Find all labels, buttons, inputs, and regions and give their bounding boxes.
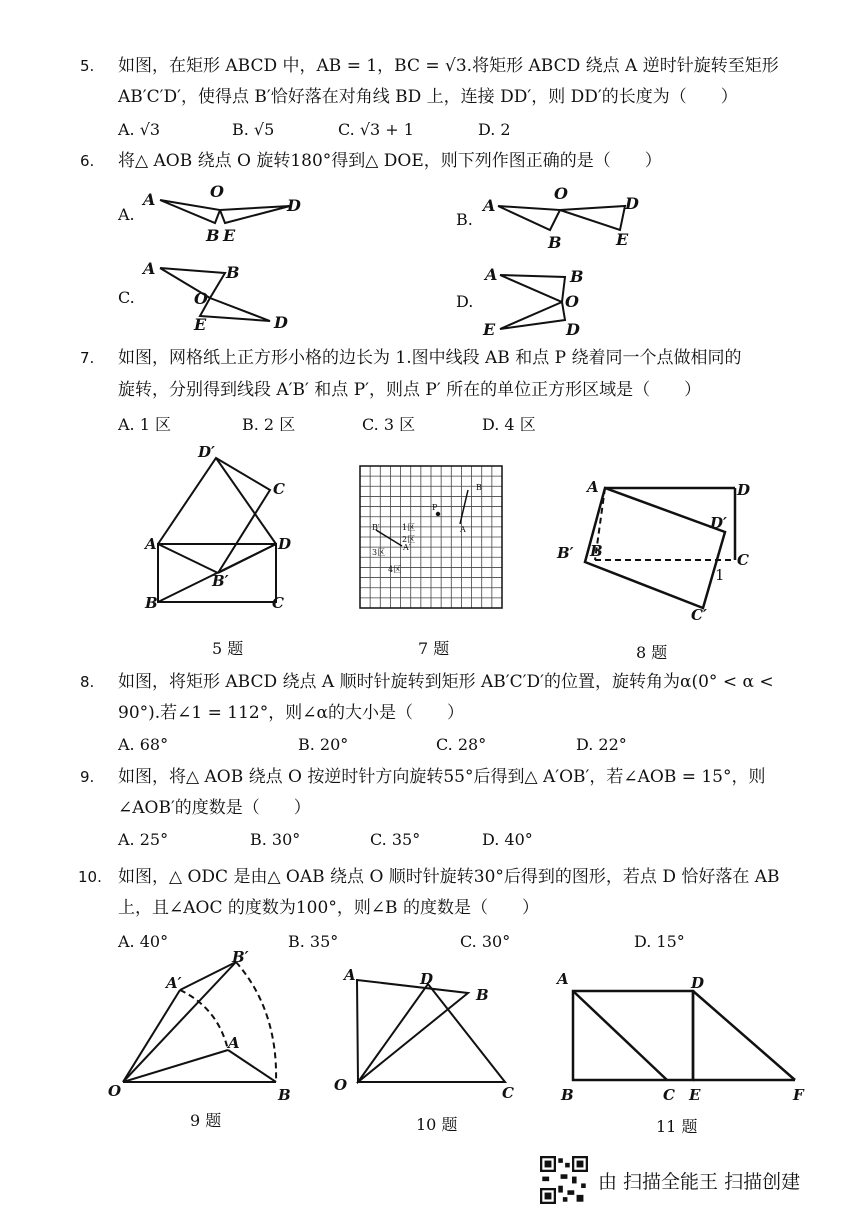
q5-option-c[interactable]: C. √3 + 1	[338, 120, 414, 139]
q5-option-d[interactable]: D. 2	[478, 120, 511, 139]
q6-text-line1: 将△ AOB 绕点 O 旋转180°得到△ DOE，则下列作图正确的是（ ）	[118, 151, 662, 171]
svg-text:E: E	[483, 320, 496, 339]
q9-option-c[interactable]: C. 35°	[370, 830, 421, 849]
svg-text:C: C	[737, 551, 749, 569]
svg-text:A: A	[587, 478, 599, 496]
svg-text:B′: B′	[212, 572, 229, 590]
svg-text:O: O	[554, 184, 568, 203]
svg-text:A: A	[485, 265, 498, 284]
svg-text:B: B	[476, 986, 489, 1004]
q10-option-d[interactable]: D. 15°	[634, 932, 685, 951]
svg-text:C: C	[663, 1086, 675, 1104]
svg-text:F: F	[793, 1086, 804, 1104]
q8-option-d[interactable]: D. 22°	[576, 735, 627, 754]
svg-text:B: B	[278, 1086, 291, 1104]
q10-option-c[interactable]: C. 30°	[460, 932, 511, 951]
figure-q7-grid	[360, 466, 502, 608]
svg-text:D: D	[737, 481, 751, 499]
q7-option-d[interactable]: D. 4 区	[482, 415, 536, 434]
svg-text:B′: B′	[232, 948, 249, 966]
q5-text-line2: AB′C′D′，使得点 B′恰好落在对角线 BD 上，连接 DD′，则 DD′的长度为（ ）	[118, 87, 738, 107]
q9-option-b[interactable]: B. 30°	[250, 830, 301, 849]
q6-figure-c	[140, 258, 300, 338]
scanner-watermark	[540, 1156, 800, 1204]
caption-fig7: 7 题	[418, 639, 450, 658]
svg-text:D: D	[566, 320, 580, 339]
svg-text:B: B	[145, 594, 158, 612]
figure-q10	[330, 962, 520, 1102]
svg-text:D: D	[287, 196, 301, 215]
q10-text-line1: 如图，△ ODC 是由△ OAB 绕点 O 顺时针旋转30°后得到的图形，若点 D 恰好落在 AB	[118, 867, 780, 887]
svg-text:A: A	[143, 259, 156, 278]
svg-text:B: B	[561, 1086, 574, 1104]
caption-fig10: 10 题	[416, 1115, 458, 1134]
figure-q5	[140, 440, 300, 620]
svg-text:C: C	[502, 1084, 514, 1102]
figure-q8	[555, 470, 755, 630]
caption-fig5: 5 题	[212, 639, 244, 658]
scanner-watermark-text: 由 扫描全能王 扫描创建	[598, 1170, 801, 1193]
q7-option-a[interactable]: A. 1 区	[118, 415, 171, 434]
svg-text:B: B	[206, 226, 220, 245]
svg-text:O: O	[108, 1082, 122, 1100]
svg-text:E: E	[194, 315, 207, 334]
svg-text:A′: A′	[403, 543, 411, 552]
svg-text:A: A	[483, 196, 496, 215]
q9-option-d[interactable]: D. 40°	[482, 830, 533, 849]
svg-text:A: A	[460, 525, 466, 534]
svg-text:B′: B′	[372, 523, 380, 532]
figure-q11	[555, 962, 815, 1102]
q10-option-b[interactable]: B. 35°	[288, 932, 339, 951]
svg-text:A: A	[145, 535, 157, 553]
svg-text:E: E	[616, 230, 629, 249]
caption-fig11: 11 题	[656, 1117, 698, 1136]
q6-figure-b	[480, 183, 650, 253]
svg-text:E: E	[223, 226, 236, 245]
svg-text:B: B	[548, 233, 562, 252]
q6-option-d[interactable]: D.	[456, 292, 474, 311]
q7-option-c[interactable]: C. 3 区	[362, 415, 416, 434]
q9-text-line1: 如图，将△ AOB 绕点 O 按逆时针方向旋转55°后得到△ A′OB′，若∠AOB = 15°，则	[118, 767, 766, 787]
fig7-region-3: 3区	[372, 548, 386, 557]
q5-text-line1: 如图，在矩形 ABCD 中，AB = 1，BC = √3.将矩形 ABCD 绕点 A 逆时针旋转至矩形	[118, 56, 779, 76]
fig7-region-4: 4区	[388, 565, 402, 574]
q8-number: 8.	[80, 673, 95, 691]
svg-text:E: E	[689, 1086, 701, 1104]
svg-text:D: D	[625, 194, 639, 213]
q8-text-line2: 90°).若∠1 = 112°，则∠α的大小是（ ）	[118, 703, 464, 723]
svg-text:B: B	[590, 542, 603, 560]
qr-code-icon	[540, 1156, 588, 1204]
svg-text:B′: B′	[557, 544, 574, 562]
svg-text:A: A	[557, 970, 569, 988]
q7-text-line2: 旋转，分别得到线段 A′B′ 和点 P′，则点 P′ 所在的单位正方形区域是（ ）	[118, 380, 702, 400]
svg-text:1: 1	[715, 566, 725, 584]
svg-text:O: O	[210, 182, 224, 201]
svg-text:A: A	[344, 966, 356, 984]
svg-text:B: B	[570, 267, 584, 286]
q10-number: 10.	[78, 868, 102, 886]
q8-text-line1: 如图，将矩形 ABCD 绕点 A 顺时针旋转到矩形 AB′C′D′的位置，旋转角为α(0° < α <	[118, 672, 774, 692]
q6-figure-d	[480, 262, 600, 342]
q6-figure-a	[140, 183, 310, 248]
q7-text-line1: 如图，网格纸上正方形小格的边长为 1.图中线段 AB 和点 P 绕着同一个点做相同的	[118, 348, 742, 368]
svg-text:C: C	[272, 594, 284, 612]
caption-fig8: 8 题	[636, 643, 668, 662]
q9-number: 9.	[80, 768, 95, 786]
svg-text:C: C	[273, 480, 285, 498]
caption-fig9: 9 题	[190, 1111, 222, 1130]
q5-option-a[interactable]: A. √3	[118, 120, 161, 139]
svg-text:D: D	[274, 313, 288, 332]
q9-text-line2: ∠AOB′的度数是（ ）	[118, 798, 311, 818]
q6-option-a[interactable]: A.	[118, 205, 135, 224]
q6-option-c[interactable]: C.	[118, 288, 135, 307]
fig7-region-1: 1区	[402, 523, 416, 532]
svg-text:D′: D′	[710, 514, 727, 532]
q8-option-a[interactable]: A. 68°	[118, 735, 169, 754]
svg-text:D: D	[420, 970, 434, 988]
q10-text-line2: 上，且∠AOC 的度数为100°，则∠B 的度数是（ ）	[118, 898, 539, 918]
svg-text:A: A	[143, 190, 156, 209]
svg-text:A: A	[228, 1034, 240, 1052]
svg-text:C′: C′	[691, 606, 707, 624]
svg-text:O: O	[565, 292, 579, 311]
svg-text:O: O	[334, 1076, 348, 1094]
svg-text:P: P	[432, 503, 438, 512]
svg-text:B: B	[226, 263, 240, 282]
svg-text:B: B	[476, 483, 482, 492]
q10-option-a[interactable]: A. 40°	[118, 932, 169, 951]
svg-text:D′: D′	[198, 443, 215, 461]
q6-number: 6.	[80, 152, 95, 170]
q7-number: 7.	[80, 349, 95, 367]
svg-text:A′: A′	[166, 974, 182, 992]
q7-option-b[interactable]: B. 2 区	[242, 415, 296, 434]
svg-text:D: D	[691, 974, 705, 992]
figure-q9	[108, 950, 298, 1110]
q8-option-b[interactable]: B. 20°	[298, 735, 349, 754]
svg-text:D: D	[278, 535, 292, 553]
q5-option-b[interactable]: B. √5	[232, 120, 275, 139]
fig7-region-2: 2区	[402, 535, 416, 544]
q5-number: 5.	[80, 57, 95, 75]
q6-option-b[interactable]: B.	[456, 210, 473, 229]
svg-text:O: O	[194, 289, 208, 308]
q9-option-a[interactable]: A. 25°	[118, 830, 169, 849]
q8-option-c[interactable]: C. 28°	[436, 735, 487, 754]
